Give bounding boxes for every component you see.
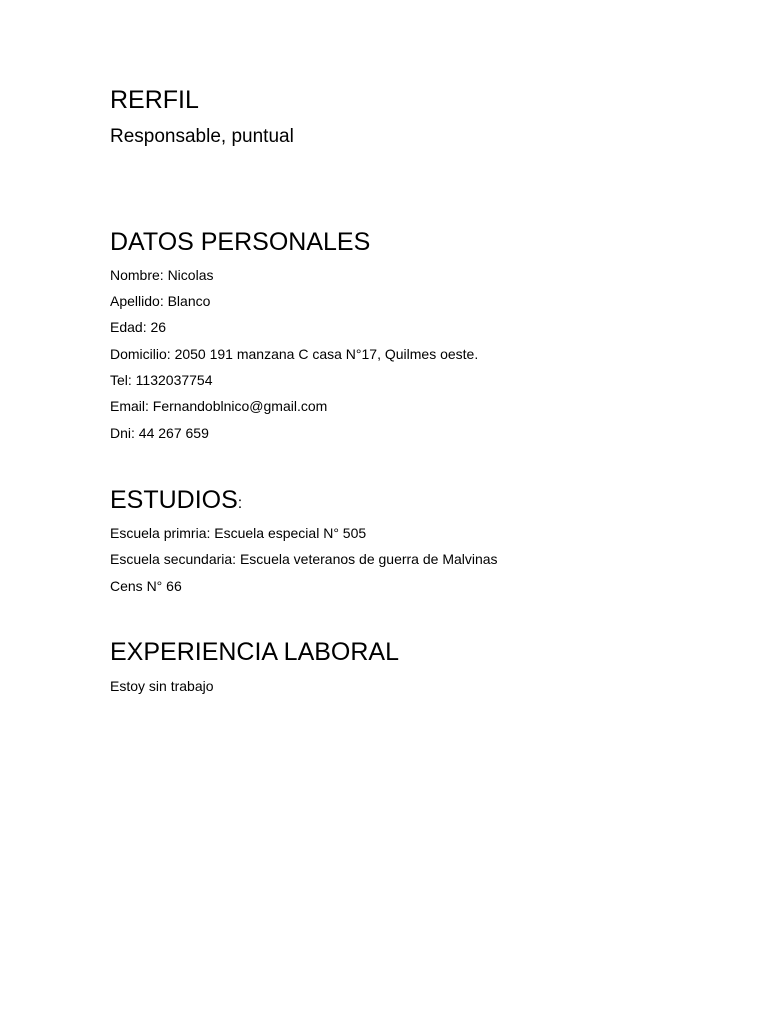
phone-line: Tel: 1132037754 bbox=[110, 372, 213, 388]
surname-line: Apellido: Blanco bbox=[110, 293, 211, 309]
education-heading-text: ESTUDIOS bbox=[110, 486, 238, 514]
dni-line: Dni: 44 267 659 bbox=[110, 425, 209, 441]
work-experience-heading: EXPERIENCIA LABORAL bbox=[110, 638, 400, 666]
education-heading bbox=[110, 485, 242, 519]
education-heading-colon: : bbox=[237, 495, 243, 512]
secondary-school-line: Escuela secundaria: Escuela veteranos de guerra de Malvinas bbox=[110, 551, 498, 567]
name-line: Nombre: Nicolas bbox=[110, 267, 214, 283]
age-line: Edad: 26 bbox=[110, 319, 167, 335]
profile-text: Responsable, puntual bbox=[110, 126, 294, 147]
personal-data-heading: DATOS PERSONALES bbox=[110, 228, 371, 256]
work-experience-line: Estoy sin trabajo bbox=[110, 678, 214, 694]
address-line: Domicilio: 2050 191 manzana C casa N°17, Quilmes oeste. bbox=[110, 346, 479, 362]
email-line: Email: Fernandoblnico@gmail.com bbox=[110, 398, 328, 414]
cens-line: Cens N° 66 bbox=[110, 578, 182, 594]
profile-heading: RERFIL bbox=[110, 86, 199, 114]
primary-school-line: Escuela primria: Escuela especial N° 505 bbox=[110, 525, 367, 541]
